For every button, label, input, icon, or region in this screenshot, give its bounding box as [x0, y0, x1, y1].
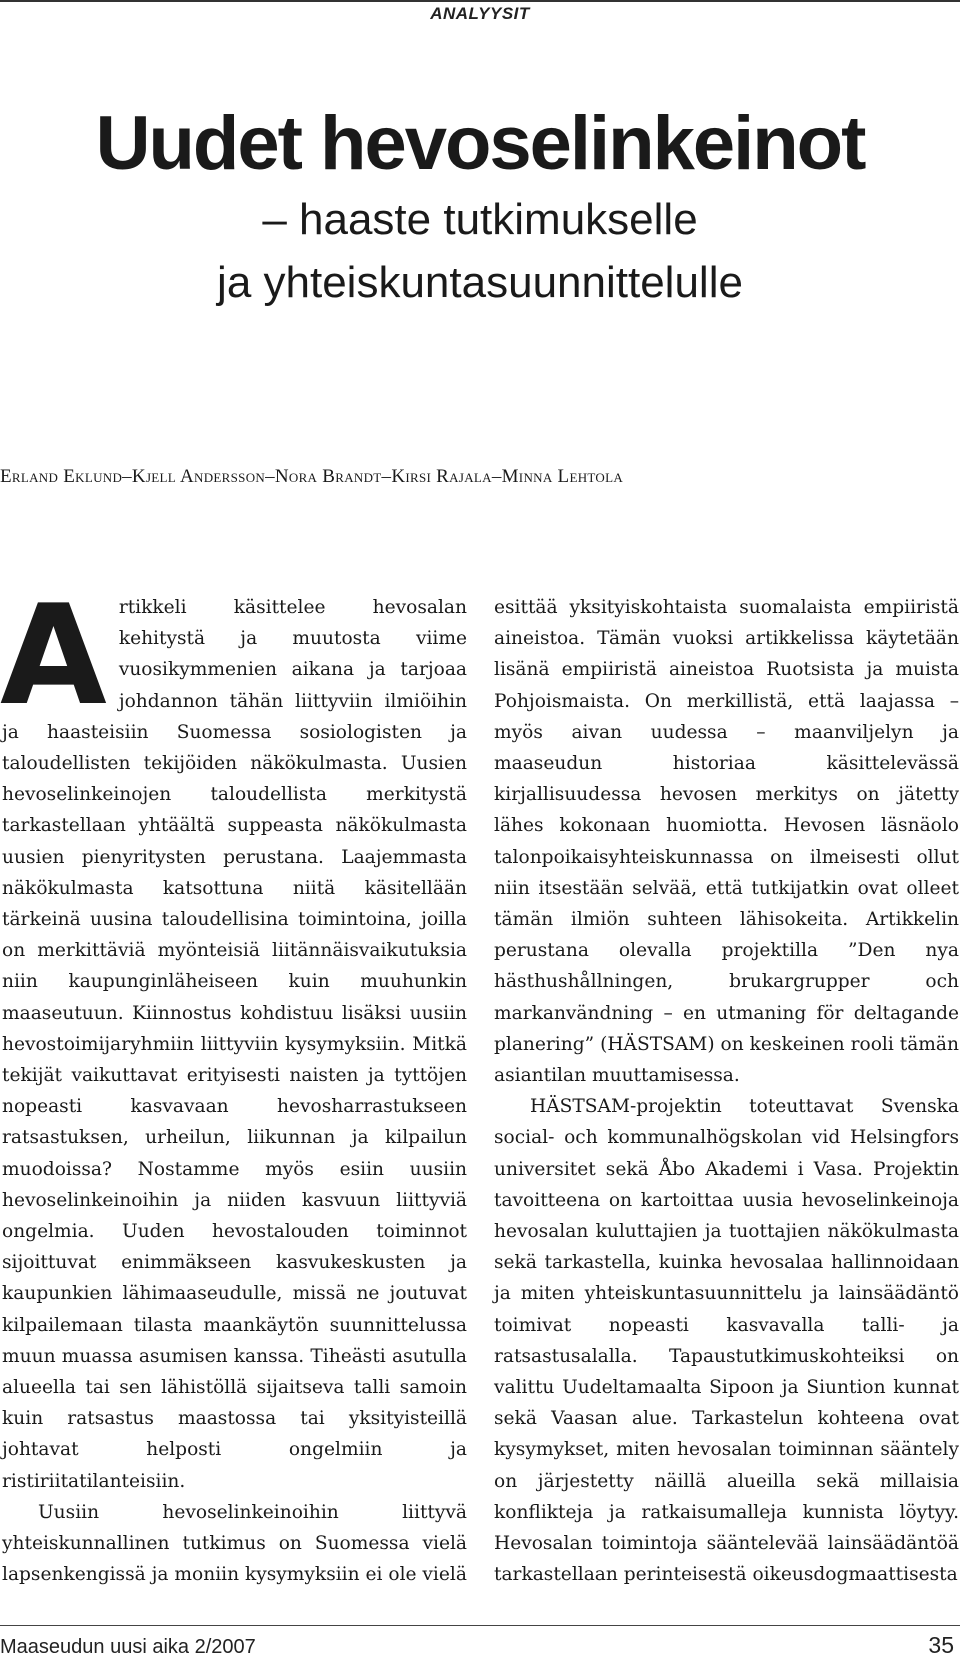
journal-name: Maaseudun uusi aika 2/2007 [0, 1636, 256, 1658]
author-list: Erland Eklund–Kjell Andersson–Nora Brandt–Kirsi Rajala–Minna Lehtola [0, 466, 624, 487]
article-title: Uudet hevoselinkeinot [95, 101, 865, 186]
page-number: 35 [928, 1632, 954, 1658]
right-paragraph-1: esittää yksityiskohtaista suomalaista empiiristä aineistoa. Tämän vuoksi artikkelissa käytetään lisänä empiiristä aineistoa Ruotsista ja muista Pohjoismaista. On merkillistä, että laajassa – myös aivan uudessa – maanviljelyn ja maaseudun historiaa käsittelevässä kirjallisuudessa hevosen merkitys on jätetty lähes kokonaan huomiotta. Hevosen läsnäolo talonpoikaisyhteiskunnassa on ilmeisesti ollut niin itsestään selvää, että tutkijatkin ovat olleet tämän ilmiön suhteen lähisokeita. Artikkelin perustana olevalla projektilla ”Den nya hästhushållningen, brukargrupper och markanvändning – en utmaning för deltagande planering” (HÄSTSAM) on keskeinen rooli tämän asiantilan muuttamisessa. [494, 597, 959, 1087]
article-subtitle-line1: – haaste tutkimukselle [262, 195, 698, 244]
right-paragraph-2: HÄSTSAM-projektin toteuttavat Svenska social- och kommunalhögskolan vid Helsingfors universitet sekä Åbo Akademi i Vasa. Projektin tavoitteena on kartoittaa uusia hevoselinkeinoja hevosalan kuluttajien ja tuottajien näkökulmasta sekä tarkastella, kuinka hevosalaa hallinnoidaan ja miten yhteiskuntasuunnittelu ja lainsäädäntö toimivat nopeasti kasvavalla talli- ja ratsastusalalla. Tapaustutkimuskohteiksi on valittu Uudeltamaalta Sipoon ja Siuntion kunnat sekä Vaasan alue. Tarkastelun kohteena ovat kysymykset, miten hevosalan toiminnan sääntely on järjestetty näillä alueilla sekä millaisia konflikteja ja ratkaisumalleja kunnista löytyy. Hevosalan toimintoja sääntelevää lainsäädäntöä tarkastellaan perinteisestä oikeusdogmaattisesta [494, 1096, 959, 1586]
left-paragraph-1-text: rtikkeli käsittelee hevosalan kehitystä ja muutosta viime vuosikymmenien aikana ja tarjoaa johdannon tähän liittyviin ilmiöihin ja haasteisiin Suomessa sosiologisten ja taloudellisten tekijöiden näkökulmasta. Uusien hevoselinkeinojen taloudellista merkitystä tarkastellaan yhtäältä suppeasta näkökulmasta uusien pienyritysten perustana. Laajemmasta näkökulmasta katsottuna niitä käsitellään tärkeinä uusina taloudellisina toimintoina, joilla on merkittäviä myönteisiä liitännäisvaikutuksia niin kaupunginläheiseen kuin muuhunkin maaseutuun. Kiinnostus kohdistuu lisäksi uusiin hevostoimijaryhmiin liittyviin kysymyksiin. Mitkä tekijät vaikuttavat erityisesti naisten ja tyttöjen nopeasti kasvavaan hevosharrastukseen ratsastuksen, urheilun, liikunnan ja kilpailun muodoissa? Nostamme myös esiin uusiin hevoselinkeinoihin ja niiden kasvuun liittyviä ongelmia. Uuden hevostalouden toiminnot sijoittuvat enimmäkseen kasvukeskusten ja kaupunkien lähimaaseudulle, missä ne joutuvat kilpailemaan tilasta maankäytön suunnittelussa muun muassa asumisen kanssa. Tiheästi asutulla alueella tai sen lähistöllä sijaitseva talli samoin kuin ratsastus maastossa tai yksityisteillä johtavat helposti ongelmiin ja ristiriitatilanteisiin. [2, 597, 467, 1492]
left-paragraph-2: Uusiin hevoselinkeinoihin liittyvä yhteiskunnallinen tutkimus on Suomessa vielä lapsenkengissä ja moniin kysymyksiin ei ole vielä [2, 1501, 467, 1586]
left-column [0, 575, 467, 1591]
left-paragraph-1 [0, 575, 467, 1497]
article-subtitle-line2: ja yhteiskuntasuunnittelulle [217, 258, 743, 307]
footer-rule [0, 1625, 960, 1626]
right-column [494, 592, 959, 1591]
drop-cap: A [0, 575, 107, 736]
top-rule [0, 0, 960, 2]
section-label: ANALYYSIT [430, 4, 530, 23]
